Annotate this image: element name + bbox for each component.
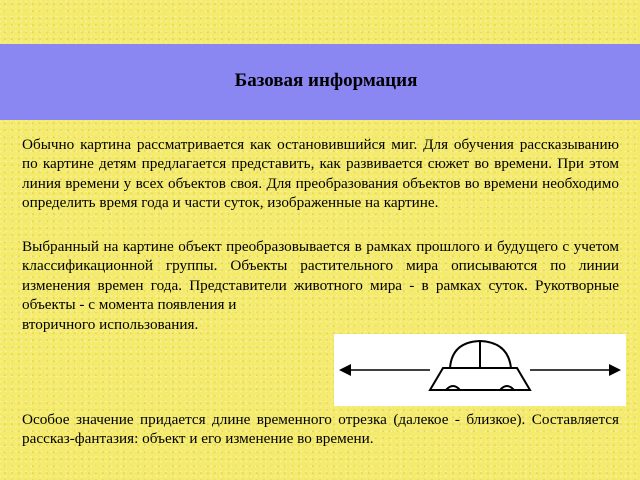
- timeline-diagram: [334, 334, 626, 406]
- car-icon: [430, 341, 530, 390]
- title-banner: [0, 44, 640, 120]
- arrow-left-icon: [339, 364, 351, 376]
- arrow-right-icon: [609, 364, 621, 376]
- page-title: Базовая информация: [234, 70, 418, 91]
- paragraph-object-transformation-main: Выбранный на картине объект преобразовывается в рамках прошлого и будущего с учетом классификационной группы. Объекты растительного мира описываются по линии изменения времен года. Представители животного мира - в рамках суток. Рукотворные объекты - с момента появления и: [22, 238, 619, 314]
- paragraph-time-interval: Особое значение придается длине временного отрезка (далекое - близкое). Составляется рассказ-фантазия: объект и его изменение во времени.: [22, 411, 619, 448]
- car-on-timeline-icon: [334, 334, 626, 406]
- paragraph-time-line: Обычно картина рассматривается как остановившийся миг. Для обучения рассказыванию по картине детям предлагается представить, как развивается сюжет во времени. При этом линия времени у всех объектов своя. Для преобразования объектов во времени необходимо определить время года и части суток, изображенные на картине.: [22, 136, 619, 212]
- paragraph-object-transformation-tail: вторичного использования.: [22, 315, 199, 333]
- paragraph-object-transformation: [22, 237, 619, 334]
